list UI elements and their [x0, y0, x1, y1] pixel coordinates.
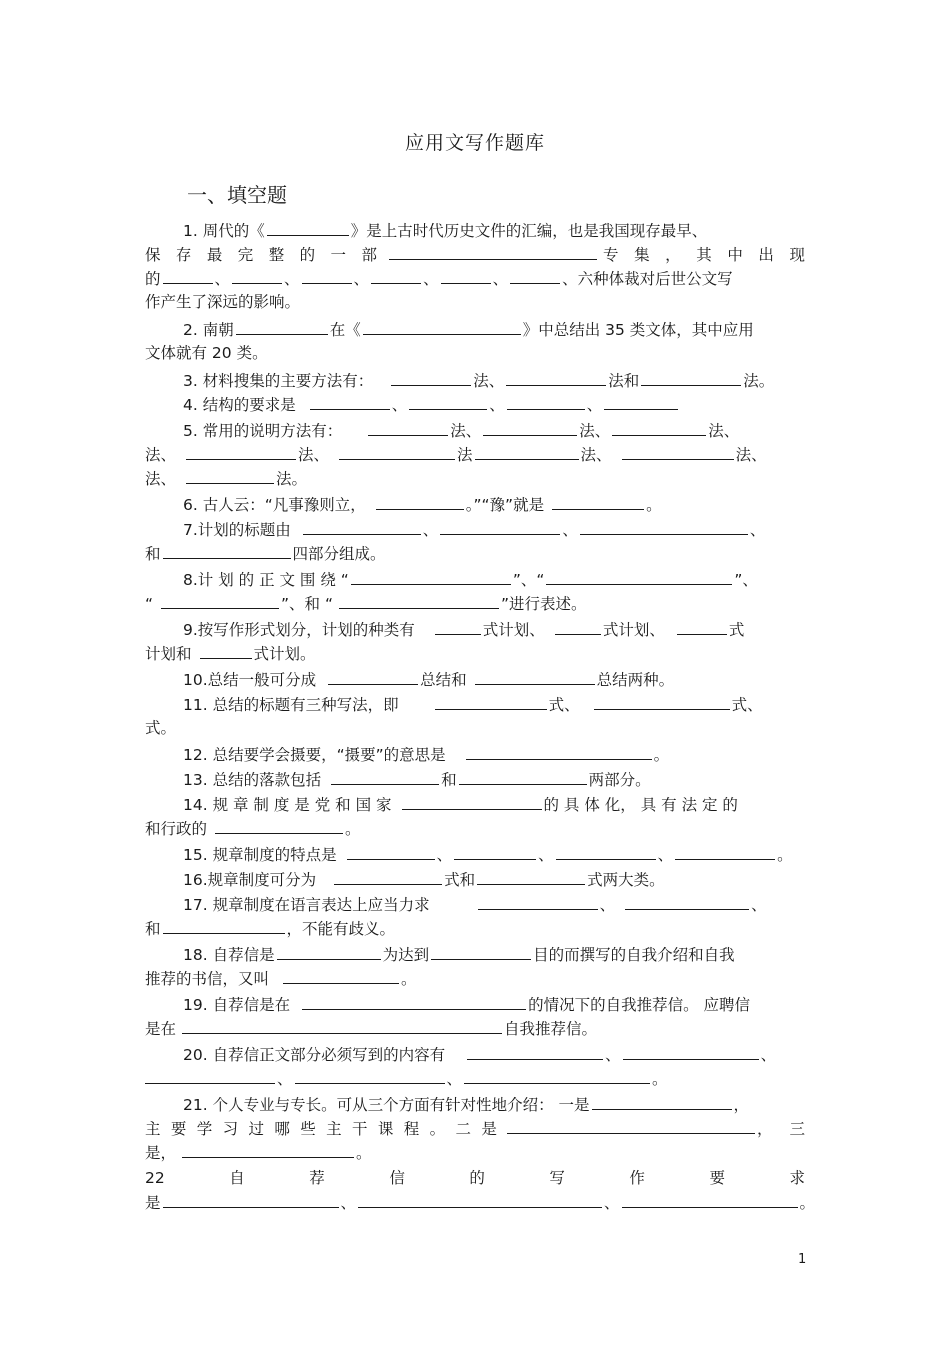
blank[interactable] — [475, 667, 595, 685]
blank[interactable] — [612, 418, 706, 436]
question-21-line-1: 21. 个人专业与专长。可从三个方面有针对性地介绍： 一是 ， — [183, 1092, 805, 1116]
question-3: 3. 材料搜集的主要方法有： 法、 法和 法。 — [183, 368, 805, 392]
blank[interactable] — [507, 392, 585, 410]
blank[interactable] — [163, 266, 213, 284]
question-1-line-4: 作产生了深远的影响。 — [145, 293, 301, 311]
blank[interactable] — [459, 767, 587, 785]
blank[interactable] — [467, 1042, 603, 1060]
blank[interactable] — [623, 1042, 759, 1060]
question-19-line-2: 是在 自我推荐信。 — [145, 1016, 805, 1040]
blank[interactable] — [200, 641, 252, 659]
blank[interactable] — [368, 418, 448, 436]
blank[interactable] — [347, 842, 435, 860]
question-21-line-2: 主 要 学 习 过 哪 些 主 干 课 程 。 二 是 ， 三 — [145, 1116, 805, 1140]
blank[interactable] — [475, 442, 579, 460]
blank[interactable] — [302, 266, 352, 284]
blank[interactable] — [435, 692, 547, 710]
blank[interactable] — [145, 1066, 275, 1084]
blank[interactable] — [466, 742, 652, 760]
question-8-line-1: 8.计 划 的 正 文 围 绕 “ ”、“ ”、 — [183, 567, 805, 591]
question-2-line-1: 2. 南朝 在《 》中总结出 35 类文体，其中应用 — [183, 317, 805, 341]
blank[interactable] — [435, 617, 481, 635]
question-13: 13. 总结的落款包括 和 两部分。 — [183, 767, 805, 791]
blank[interactable] — [182, 1140, 354, 1158]
question-5-line-3: 法、 法。 — [145, 466, 805, 490]
blank[interactable] — [477, 867, 585, 885]
question-17-line-1: 17. 规章制度在语言表达上应当力求 、 、 — [183, 892, 805, 916]
question-4: 4. 结构的要求是 、 、 、 — [183, 392, 805, 416]
question-7-line-1: 7.计划的标题由 、 、 、 — [183, 517, 805, 541]
blank[interactable] — [677, 617, 727, 635]
blank[interactable] — [283, 966, 399, 984]
blank[interactable] — [409, 392, 487, 410]
blank[interactable] — [310, 392, 390, 410]
spaced-text: 保 存 最 完 整 的 一 部 — [145, 246, 377, 264]
blank[interactable] — [163, 541, 291, 559]
question-18-line-2: 推荐的书信，又叫 。 — [145, 966, 805, 990]
blank[interactable] — [236, 317, 328, 335]
page-title: 应用文写作题库 — [404, 132, 545, 154]
blank[interactable] — [186, 442, 296, 460]
blank[interactable] — [507, 1116, 755, 1134]
question-17-line-2: 和 ，不能有歧义。 — [145, 916, 805, 940]
blank[interactable] — [334, 867, 442, 885]
blank[interactable] — [431, 942, 531, 960]
blank[interactable] — [376, 492, 464, 510]
question-2-line-2: 文体就有 20 类。 — [145, 344, 268, 362]
blank[interactable] — [295, 1066, 445, 1084]
question-15: 15. 规章制度的特点是 、 、 、 。 — [183, 842, 805, 866]
blank[interactable] — [391, 368, 471, 386]
blank[interactable] — [625, 892, 749, 910]
blank[interactable] — [594, 692, 730, 710]
question-18-line-1: 18. 自荐信是 为达到 目的而撰写的自我介绍和自我 — [183, 942, 805, 966]
section-heading: 一、填空题 — [187, 183, 287, 207]
blank[interactable] — [163, 916, 285, 934]
question-6: 6. 古人云：“凡事豫则立， 。”“豫”就是 。 — [183, 492, 805, 516]
blank[interactable] — [302, 992, 526, 1010]
question-22-line-1: 22 自 荐 信 的 写 作 要 求 — [145, 1169, 805, 1187]
question-10: 10.总结一般可分成 总结和 总结两种。 — [183, 667, 805, 691]
question-16: 16.规章制度可分为 式和 式两大类。 — [183, 867, 805, 891]
blank[interactable] — [328, 667, 418, 685]
question-21-line-3: 是， 。 — [145, 1140, 805, 1164]
blank[interactable] — [277, 942, 381, 960]
question-7-line-2: 和 四部分组成。 — [145, 541, 805, 565]
blank[interactable] — [556, 842, 656, 860]
blank[interactable] — [182, 1016, 502, 1034]
blank[interactable] — [363, 317, 521, 335]
question-11-line-1: 11. 总结的标题有三种写法，即 式、 式、 — [183, 692, 805, 716]
blank[interactable] — [506, 368, 606, 386]
question-5-line-1: 5. 常用的说明方法有： 法、 法、 法、 — [183, 418, 805, 442]
blank[interactable] — [454, 842, 536, 860]
blank[interactable] — [303, 517, 421, 535]
blank[interactable] — [483, 418, 577, 436]
question-12: 12. 总结要学会摄要，“摄要”的意思是 。 — [183, 742, 805, 766]
question-1-line-3: 的 、 、 、 、 、 、六种体裁对后世公文写 — [145, 266, 805, 290]
blank[interactable] — [592, 1092, 732, 1110]
spaced-text: 主 要 学 习 过 哪 些 主 干 课 程 。 二 是 — [145, 1120, 497, 1138]
spaced-text: 专 集 ， 其 中 出 现 — [603, 246, 805, 264]
question-9-line-1: 9.按写作形式划分，计划的种类有 式计划、 式计划、 式 — [183, 617, 805, 641]
blank[interactable] — [580, 517, 748, 535]
blank[interactable] — [339, 591, 499, 609]
blank[interactable] — [267, 218, 349, 236]
blank[interactable] — [510, 266, 560, 284]
blank[interactable] — [622, 442, 734, 460]
blank[interactable] — [163, 1190, 339, 1208]
question-8-line-2: “ ”、和 “ ”进行表述。 — [145, 591, 805, 615]
blank[interactable] — [441, 266, 491, 284]
blank[interactable] — [440, 517, 560, 535]
question-19-line-1: 19. 自荐信是在 的情况下的自我推荐信。 应聘信 — [183, 992, 805, 1016]
question-14-line-1: 14. 规 章 制 度 是 党 和 国 家 的 具 体 化， 具 有 法 定 的 — [183, 792, 805, 816]
blank[interactable] — [464, 1066, 650, 1084]
question-20-line-2: 、 、 。 — [145, 1066, 805, 1090]
blank[interactable] — [675, 842, 775, 860]
page-number: 1 — [798, 1252, 807, 1267]
blank[interactable] — [161, 591, 279, 609]
question-14-line-2: 和行政的 。 — [145, 816, 805, 840]
blank[interactable] — [351, 567, 511, 585]
blank[interactable] — [555, 617, 601, 635]
question-20-line-1: 20. 自荐信正文部分必须写到的内容有 、 、 — [183, 1042, 805, 1066]
blank[interactable] — [358, 1190, 602, 1208]
blank[interactable] — [339, 442, 455, 460]
blank[interactable] — [389, 242, 597, 260]
blank[interactable] — [604, 392, 678, 410]
question-22-line-2: 是 、 、 。 — [145, 1190, 805, 1214]
question-9-line-2: 计划和 式计划。 — [145, 641, 805, 665]
blank[interactable] — [371, 266, 421, 284]
blank[interactable] — [186, 466, 274, 484]
question-1-line-2 — [145, 242, 805, 266]
blank[interactable] — [641, 368, 741, 386]
blank[interactable] — [215, 816, 343, 834]
question-1-line-1: 1. 周代的《 》是上古时代历史文件的汇编，也是我国现存最早、 — [183, 218, 805, 242]
question-11-line-2: 式。 — [145, 719, 177, 737]
blank[interactable] — [402, 792, 542, 810]
blank[interactable] — [478, 892, 598, 910]
blank[interactable] — [546, 567, 732, 585]
question-5-line-2: 法、 法、 法 法、 法、 — [145, 442, 805, 466]
blank[interactable] — [331, 767, 439, 785]
blank[interactable] — [232, 266, 282, 284]
blank[interactable] — [622, 1190, 798, 1208]
blank[interactable] — [552, 492, 644, 510]
